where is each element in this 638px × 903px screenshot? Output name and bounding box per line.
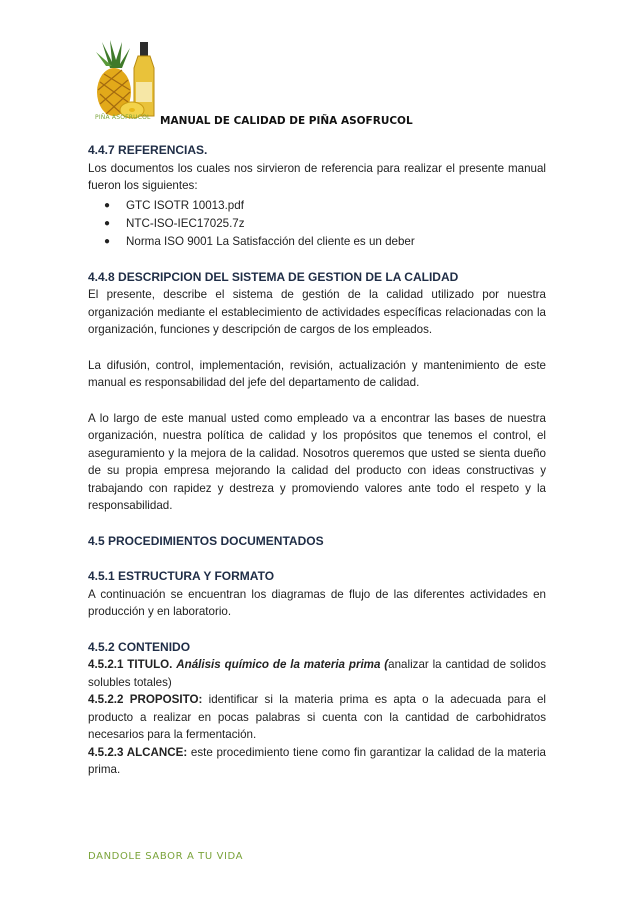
section-4521-text: analizar la cantidad de solidos solubles totales) (88, 658, 547, 689)
reference-list (88, 197, 546, 251)
section-4523-paragraph (88, 744, 546, 779)
bullet-icon: ● (104, 199, 111, 211)
section-448-paragraph-1: El presente, describe el sistema de gestión de la calidad utilizado por nuestra organización mediante el establecimiento de actividades específicas relacionadas con la organización, funciones y descripción de cargos de los empleados. (88, 288, 546, 336)
reference-item: ● Norma ISO 9001 La Satisfacción del cliente es un deber (116, 233, 546, 251)
section-4523-label: 4.5.2.3 ALCANCE: (88, 745, 188, 759)
document-body (88, 142, 546, 779)
section-448-paragraph-3: A lo largo de este manual usted como empleado va a encontrar las bases de nuestra organización, nuestra política de calidad y los propósitos que tenemos el control, el aseguramiento y la mejora de la calidad. Nosotros queremos que usted se sienta dueño de su propia empresa mejorando la calidad del producto con ideas constructivas y trabajando con rapidez y destreza y promoviendo valores ante todo el respeto y la responsabilidad. (88, 411, 546, 512)
section-448-heading: 4.4.8 DESCRIPCION DEL SISTEMA DE GESTION DE LA CALIDAD (88, 269, 459, 284)
section-45-heading: 4.5 PROCEDIMIENTOS DOCUMENTADOS (88, 533, 324, 548)
section-4521-paragraph (88, 656, 546, 691)
bullet-icon: ● (104, 235, 111, 247)
section-447-text: Los documentos los cuales nos sirvieron de referencia para realizar el presente manual fueron los siguientes: (88, 161, 546, 192)
bullet-icon: ● (104, 217, 111, 229)
section-4522-label: 4.5.2.2 PROPOSITO: (88, 693, 203, 706)
reference-item: ● NTC-ISO-IEC17025.7z (116, 215, 546, 233)
reference-item: ● GTC ISOTR 10013.pdf (116, 197, 546, 215)
section-451-heading: 4.5.1 ESTRUCTURA Y FORMATO (88, 569, 275, 583)
section-451-text: A continuación se encuentran los diagramas de flujo de las diferentes actividades en producción y en laboratorio. (88, 587, 546, 618)
logo-caption: PIÑA ASOFRUCOL (95, 114, 151, 121)
section-4521-italic: Análisis químico de la materia prima ( (176, 658, 389, 671)
section-448-paragraph-2: La difusión, control, implementación, revisión, actualización y mantenimiento de este manual es responsabilidad del jefe del departamento de calidad. (88, 358, 546, 389)
pineapple-bottle-logo-icon (88, 38, 168, 120)
header-title: MANUAL DE CALIDAD DE PIÑA ASOFRUCOL (160, 115, 413, 127)
section-4522-text: identificar si la materia prima es apta o la adecuada para el producto a realizar en pocas palabras si cuenta con la cantidad de carbohidratos necesarios para la fermentación. (88, 693, 546, 741)
section-447-heading: 4.4.7 REFERENCIAS. (88, 143, 208, 157)
footer-slogan: DANDOLE SABOR A TU VIDA (88, 851, 244, 862)
section-452-heading: 4.5.2 CONTENIDO (88, 639, 191, 654)
section-4522-paragraph (88, 691, 546, 744)
section-4523-text: este procedimiento tiene como fin garantizar la calidad de la materia prima. (88, 745, 546, 776)
section-4521-label: 4.5.2.1 TITULO. (88, 658, 177, 671)
